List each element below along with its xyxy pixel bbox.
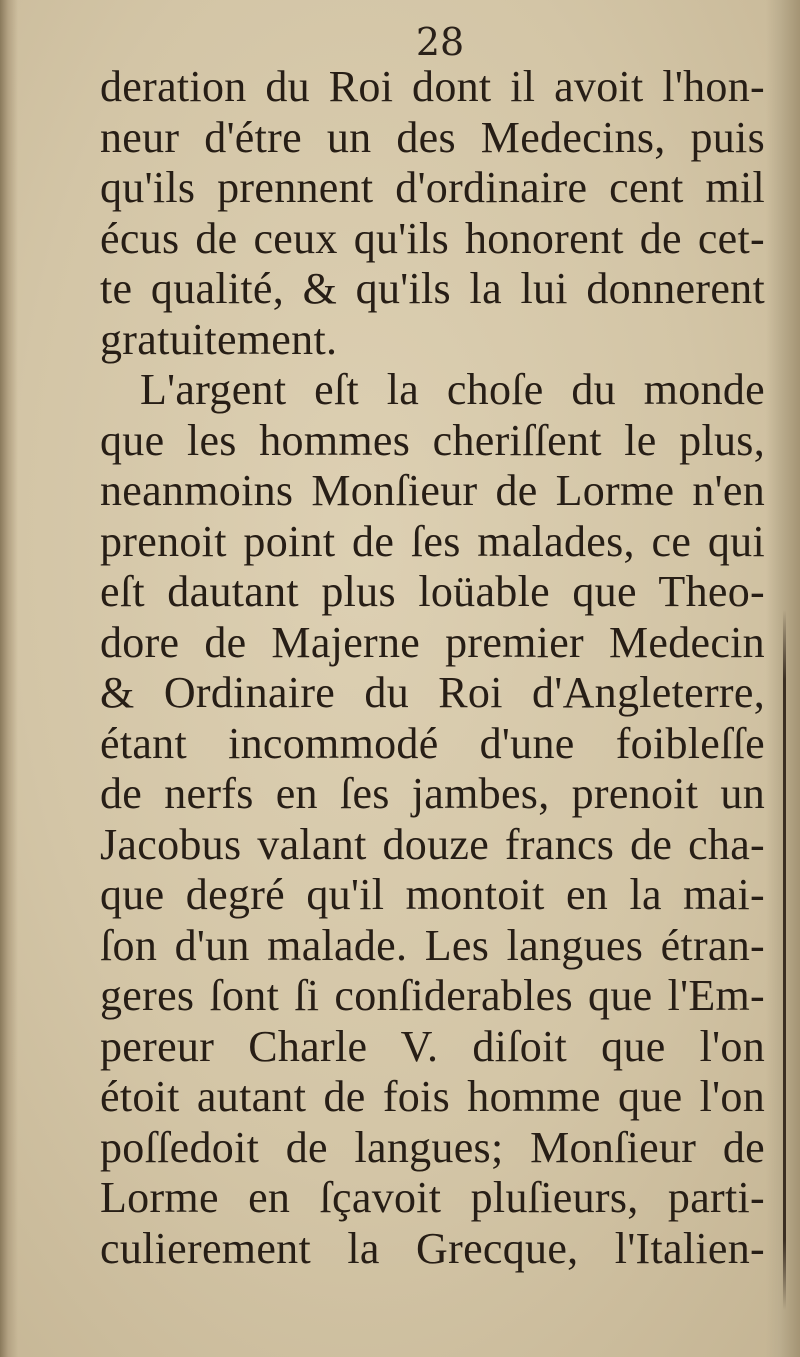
text-line: & Ordinaire du Roi d'Angleterre, — [100, 668, 765, 717]
text-line: que degré qu'il montoit en la mai- — [100, 870, 765, 919]
text-line: pereur Charle V. diſoit que l'on — [100, 1021, 765, 1071]
text-line: qu'ils prennent d'ordinaire cent mil — [100, 163, 765, 212]
text-line: de nerfs en ſes jambes, prenoit un — [100, 769, 765, 818]
text-line: étoit autant de fois homme que l'on — [100, 1072, 765, 1121]
text-line: ſon d'un malade. Les langues étran- — [100, 920, 765, 970]
text-line: dore de Majerne premier Medecin — [100, 617, 765, 667]
text-line: Lorme en ſçavoit pluſieurs, parti- — [100, 1173, 765, 1222]
text-line: eſt dautant plus loüable que Theo- — [100, 567, 765, 616]
page-gutter-shadow — [0, 0, 18, 1357]
text-line: te qualité, & qu'ils la lui donnerent — [100, 264, 765, 313]
text-line: geres ſont ſi conſiderables que l'Em- — [100, 971, 765, 1020]
text-line: neur d'étre un des Medecins, puis — [100, 112, 765, 162]
text-line: neanmoins Monſieur de Lorme n'en — [100, 466, 765, 515]
text-line: écus de ceux qu'ils honorent de cet- — [100, 213, 765, 263]
text-line: poſſedoit de langues; Monſieur de — [100, 1122, 765, 1172]
text-line: culierement la Grecque, l'Italien- — [100, 1223, 765, 1273]
text-line: deration du Roi dont il avoit l'hon- — [100, 62, 765, 111]
text-line: que les hommes cheriſſent le plus, — [100, 415, 765, 465]
paragraph-start-line: L'argent eſt la choſe du monde — [140, 365, 765, 414]
text-line: Jacobus valant douze francs de cha- — [100, 819, 765, 869]
text-line: étant incommodé d'une foibleſſe — [100, 718, 765, 768]
body-text — [100, 62, 765, 1274]
text-line: gratuitement. — [100, 314, 338, 364]
text-line: prenoit point de ſes malades, ce qui — [100, 516, 765, 566]
page-edge-line — [783, 610, 786, 1310]
page-number: 28 — [415, 20, 465, 64]
